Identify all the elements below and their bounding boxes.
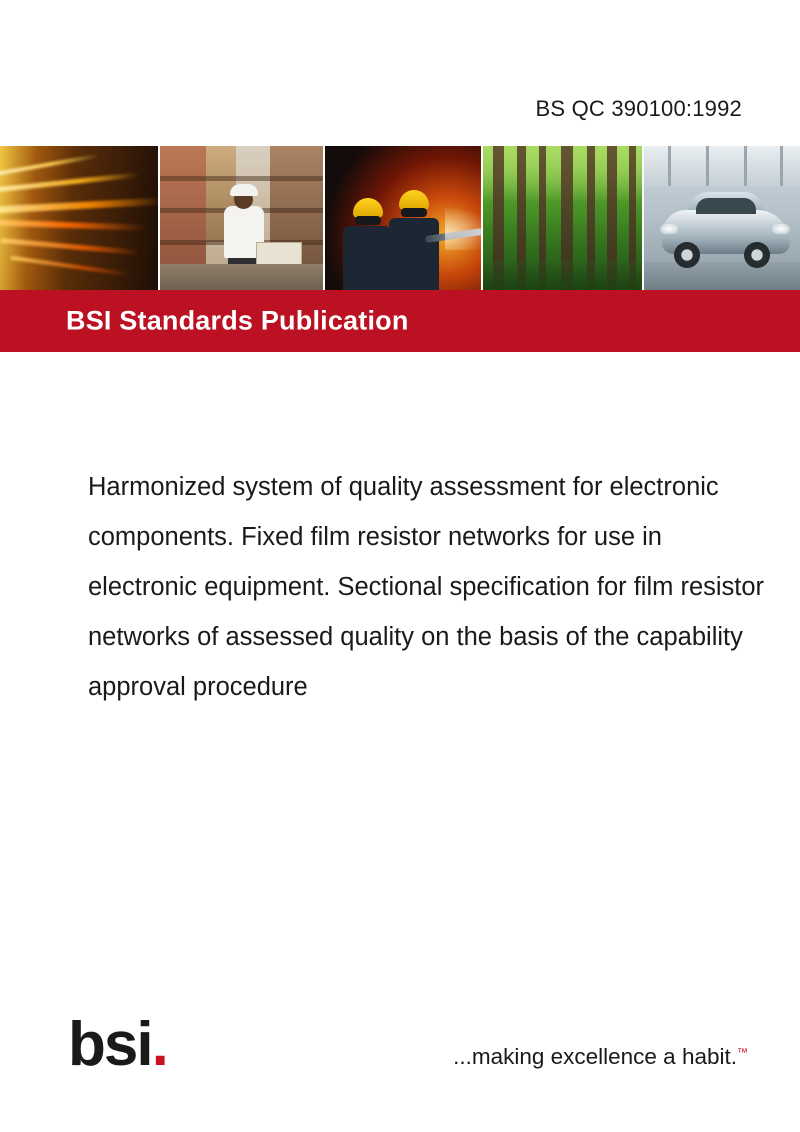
light-streak — [10, 256, 129, 277]
forest-photo — [483, 146, 643, 290]
light-streak — [0, 219, 146, 231]
firefighter-helmet — [353, 198, 383, 218]
tagline-text: ...making excellence a habit. — [453, 1044, 737, 1069]
warehouse-worker-photo — [160, 146, 324, 290]
car-headlight — [772, 224, 790, 234]
ceiling-beam — [706, 146, 709, 186]
standard-number: BS QC 390100:1992 — [535, 96, 742, 121]
firefighter-visor — [401, 208, 427, 217]
ceiling-beam — [744, 146, 747, 186]
car-wheel — [674, 242, 700, 268]
ceiling-beam — [668, 146, 671, 186]
car-headlight — [660, 224, 678, 234]
bsi-logo — [68, 1010, 167, 1079]
trademark-symbol: ™ — [737, 1047, 748, 1059]
firefighter-visor — [355, 216, 381, 225]
firefighter-body — [343, 226, 391, 290]
publication-banner-label: BSI Standards Publication — [66, 305, 409, 336]
showroom-floor — [644, 262, 800, 290]
firefighter-helmet — [399, 190, 429, 210]
car-window — [696, 198, 756, 214]
hard-hat — [230, 184, 258, 196]
warehouse-floor — [160, 264, 324, 290]
firefighters-photo — [325, 146, 483, 290]
tagline — [453, 1044, 748, 1070]
light-streak — [0, 172, 140, 193]
publication-banner — [0, 290, 800, 352]
forest-floor — [483, 260, 643, 290]
light-streak — [0, 198, 160, 214]
water-spray — [445, 206, 483, 250]
cover-image-strip — [0, 146, 800, 290]
ceiling-beam — [780, 146, 783, 186]
car-showroom-photo — [644, 146, 800, 290]
page-title: Harmonized system of quality assessment for electronic components. Fixed film resistor networks for use in electronic equipment. Sectional specification for film resistor networks of assessed quality on the basis of the capability approval procedure — [88, 473, 765, 701]
bsi-logo-text: bsi — [68, 1010, 152, 1079]
firefighter-body — [389, 218, 439, 290]
car-wheel — [744, 242, 770, 268]
shelf-line — [160, 176, 324, 181]
light-streak — [0, 238, 140, 255]
bsi-logo-dot: . — [151, 1010, 167, 1079]
light-trails-photo — [0, 146, 160, 290]
light-streak — [0, 154, 99, 179]
